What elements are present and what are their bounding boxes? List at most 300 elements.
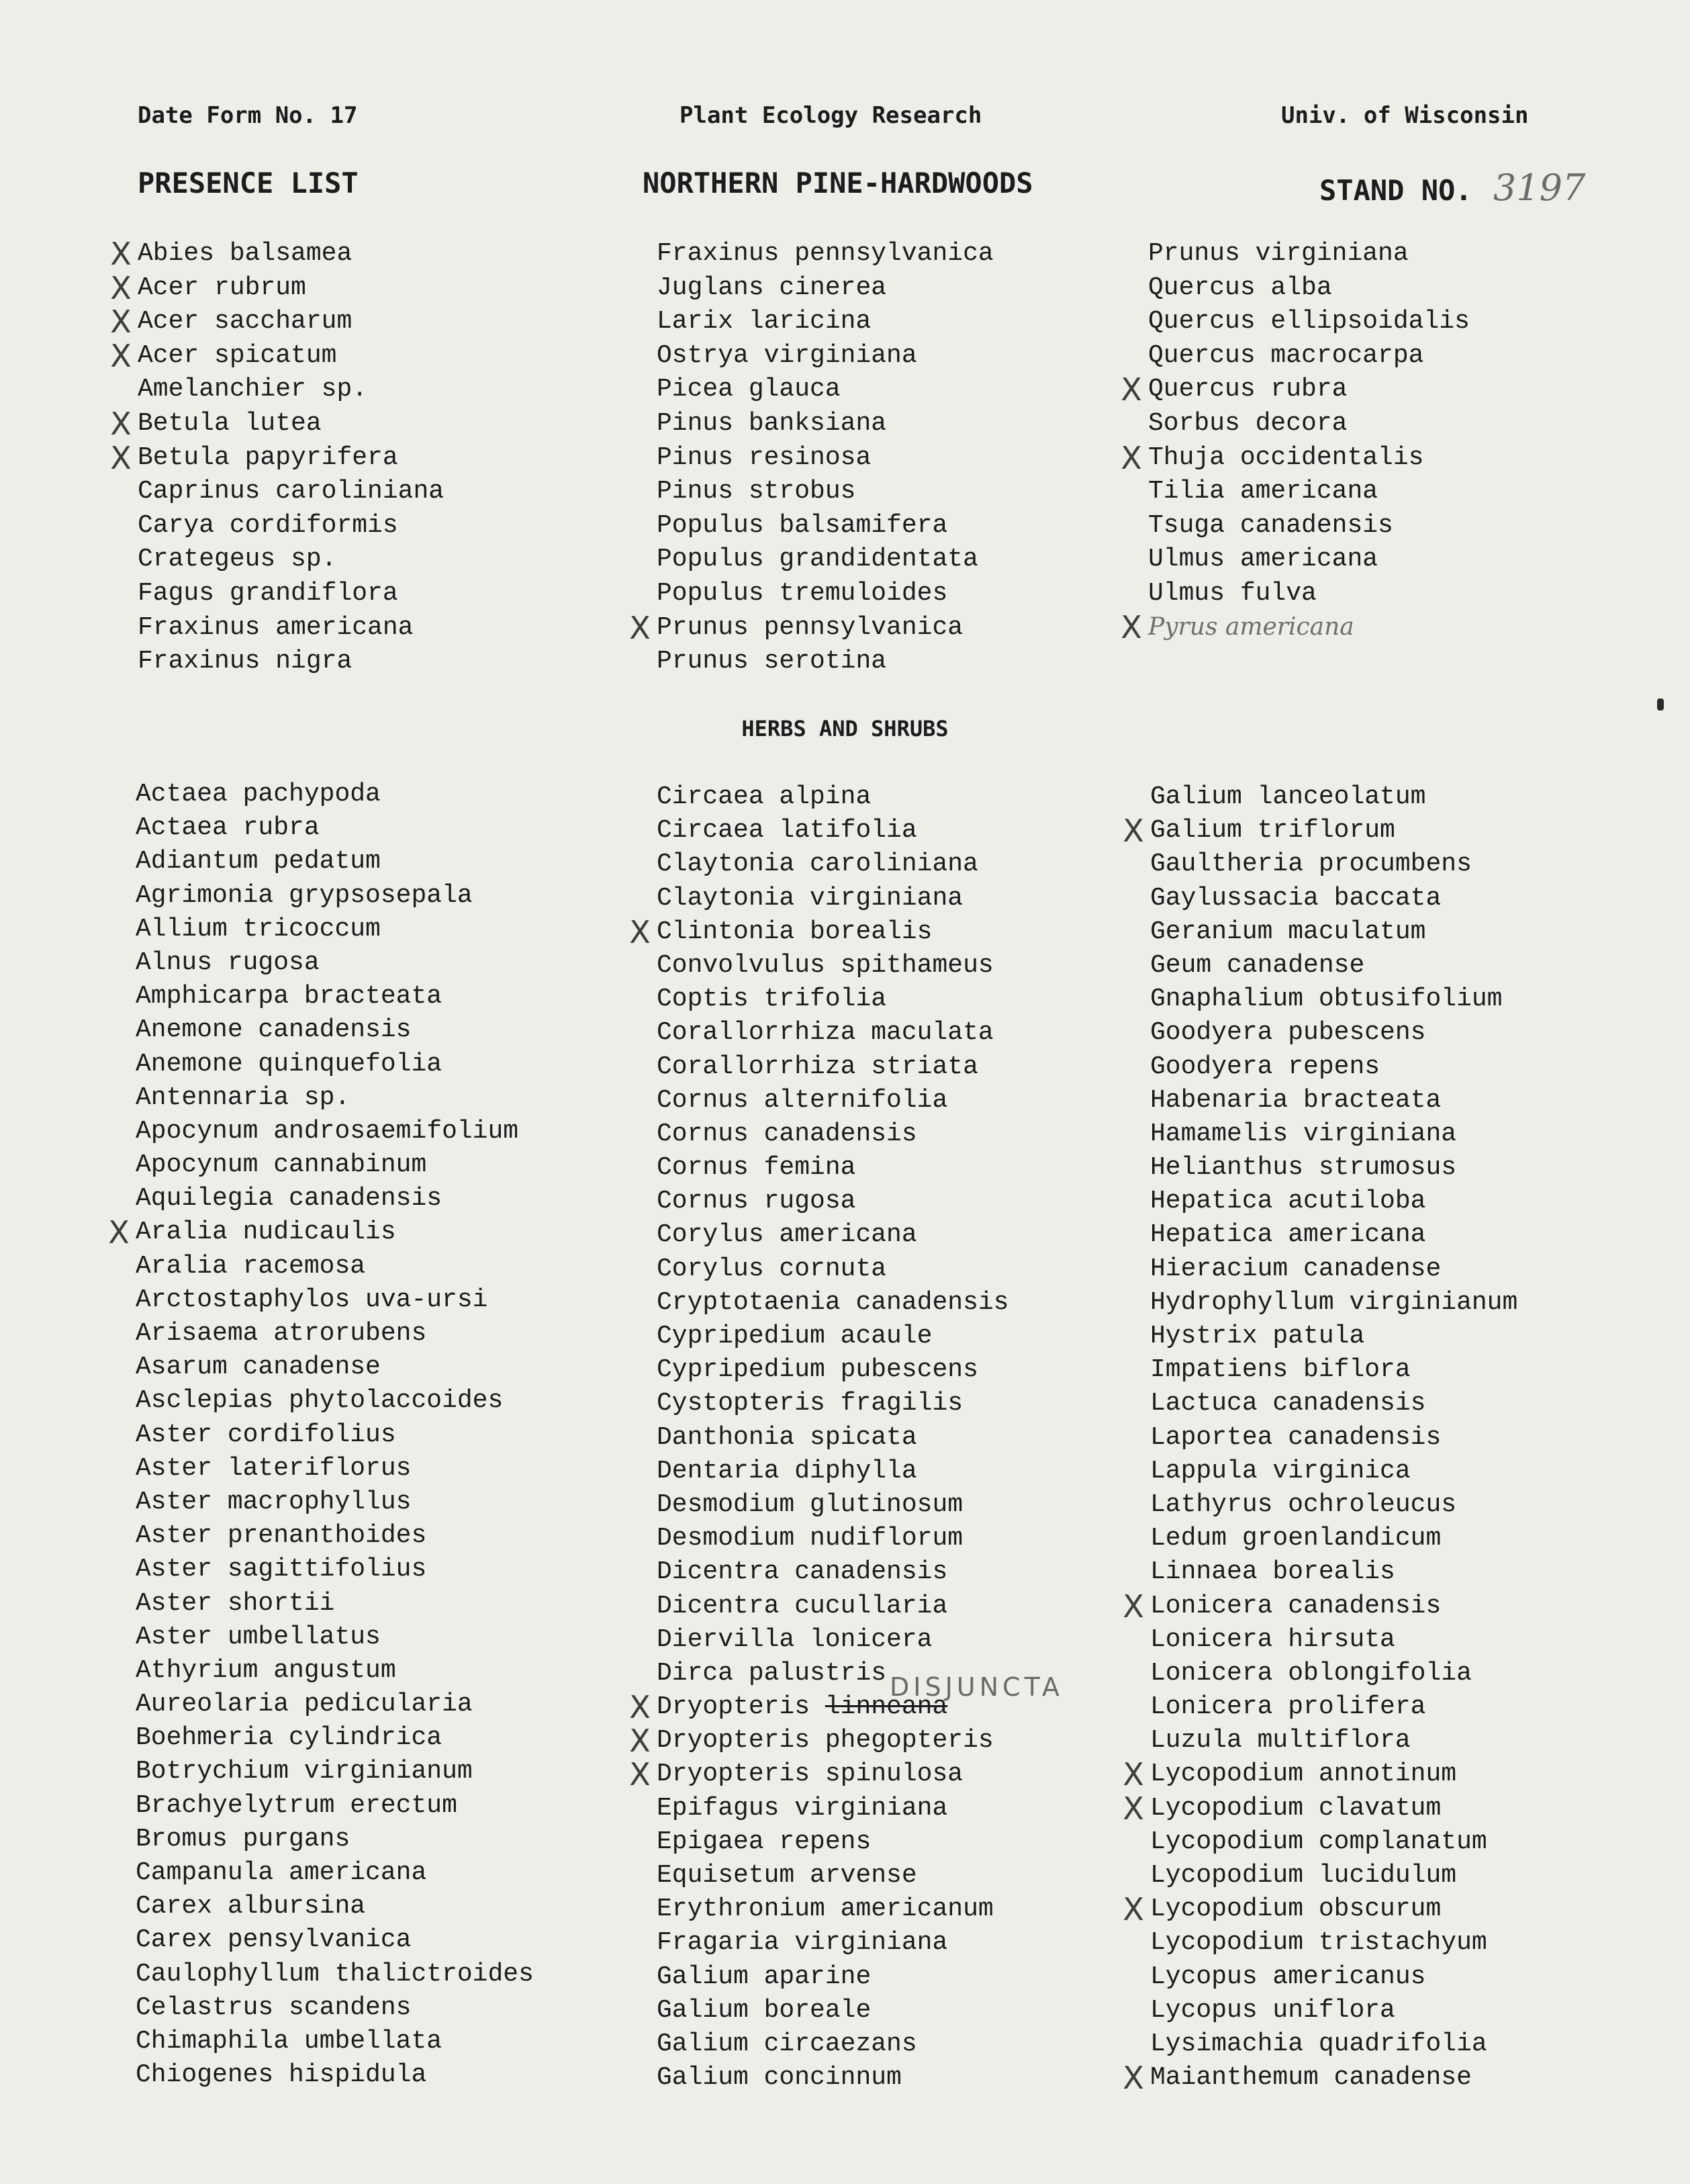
species-list-item [1121, 439, 1470, 476]
species-name: Galium triflorum [1150, 816, 1395, 846]
species-list-item [657, 1218, 1009, 1252]
species-list-item [657, 373, 994, 407]
species-name: Sorbus decora [1148, 408, 1348, 438]
species-name: Botrychium virginianum [136, 1757, 473, 1786]
species-list-item [629, 609, 994, 646]
check-mark: X [1123, 1588, 1144, 1625]
species-name: Campanula americana [136, 1858, 427, 1887]
species-name: Equisetum arvense [657, 1861, 917, 1890]
species-name: Helianthus strumosus [1150, 1153, 1457, 1183]
species-list-item [1150, 882, 1517, 915]
species-list-item [657, 780, 1009, 814]
species-name: Tsuga canadensis [1148, 510, 1393, 540]
check-mark: X [629, 1689, 651, 1726]
species-list-item [1150, 949, 1517, 983]
species-name: Diervilla lonicera [657, 1625, 933, 1654]
herbs-section-heading: HERBS AND SHRUBS [741, 716, 949, 741]
species-list-item [657, 882, 1009, 915]
species-list-item [657, 577, 994, 611]
species-name: Lycopodium obscurum [1150, 1895, 1442, 1924]
species-list-item [136, 913, 534, 946]
check-mark: X [1123, 1790, 1144, 1827]
species-name: Convolvulus spithameus [657, 950, 994, 980]
species-list-item [136, 1587, 534, 1621]
species-name: Anemone quinquefolia [136, 1049, 442, 1079]
species-list-item [110, 304, 444, 340]
species-name: Lycopodium tristachyum [1150, 1928, 1487, 1958]
species-list-item [1150, 1084, 1517, 1118]
species-name: Apocynum androsaemifolium [136, 1116, 519, 1146]
species-list-item [629, 1756, 1009, 1793]
species-list-item [657, 1825, 1009, 1859]
species-name: Dicentra canadensis [657, 1557, 948, 1587]
species-name: Dryopteris linneana [657, 1692, 948, 1722]
species-list-item [136, 1789, 534, 1823]
university-name: Univ. of Wisconsin [1281, 102, 1529, 129]
trees-column-1 [110, 236, 444, 679]
species-name: Hieracium canadense [1150, 1254, 1442, 1283]
species-name: Aquilegia canadensis [136, 1184, 442, 1214]
species-name: Amelanchier sp. [138, 375, 368, 404]
species-list-item [657, 1859, 1009, 1893]
species-list-item [138, 645, 444, 679]
check-mark: X [1123, 1756, 1144, 1793]
species-list-item [136, 1048, 534, 1081]
species-list-item [1150, 1657, 1517, 1690]
species-name: Aster sagittifolius [136, 1555, 427, 1584]
species-list-item [136, 1486, 534, 1519]
species-list-item [1150, 1455, 1517, 1488]
species-name: Quercus alba [1148, 273, 1332, 302]
check-mark: X [1121, 371, 1142, 408]
check-mark: X [110, 337, 132, 374]
species-list-item [1123, 1756, 1517, 1793]
check-mark: X [110, 405, 132, 442]
species-name: Linnaea borealis [1150, 1557, 1395, 1587]
species-name: Lonicera prolifera [1150, 1692, 1426, 1722]
species-name: Chiogenes hispidula [136, 2060, 427, 2090]
species-list-item [1150, 848, 1517, 881]
species-name: Prunus pennsylvanica [657, 612, 964, 642]
species-name: Corylus cornuta [657, 1254, 887, 1283]
species-name: Asarum canadense [136, 1353, 381, 1382]
species-name: Fraxinus americana [138, 612, 414, 642]
species-name: Populus grandidentata [657, 545, 978, 574]
species-list-item [1150, 1320, 1517, 1353]
check-mark: X [1123, 2060, 1144, 2097]
species-list-item [657, 1926, 1009, 1960]
check-mark: X [108, 1214, 130, 1251]
species-list-item [629, 913, 1009, 950]
species-name: Galium circaezans [657, 2029, 917, 2058]
species-name: Prunus serotina [657, 647, 887, 676]
species-list-item [657, 509, 994, 543]
species-list-item [1148, 577, 1470, 611]
species-name: Aralia racemosa [136, 1251, 366, 1281]
species-name: Dirca palustris [657, 1658, 887, 1688]
check-mark: X [110, 304, 132, 340]
paper-speck [1657, 698, 1664, 711]
species-list-item [657, 543, 994, 577]
species-name: Ulmus fulva [1148, 578, 1317, 608]
check-mark: X [1121, 439, 1142, 476]
species-list-item [657, 1016, 1009, 1050]
species-name: Ostrya virginiana [657, 340, 917, 370]
species-name: Gaylussacia baccata [1150, 883, 1442, 913]
trees-column-3 [1121, 237, 1470, 611]
species-list-item [1148, 237, 1470, 271]
species-name: Dryopteris spinulosa [657, 1760, 964, 1789]
species-name: Fagus grandiflora [138, 578, 398, 608]
check-mark: X [110, 269, 132, 306]
species-name: Lonicera hirsuta [1150, 1625, 1395, 1654]
species-name: Lycopodium complanatum [1150, 1827, 1487, 1856]
species-list-item [657, 1151, 1009, 1185]
species-list-item [1123, 2060, 1517, 2097]
species-list-item [138, 509, 444, 543]
species-list-item [1150, 983, 1517, 1016]
species-list-item [657, 475, 994, 509]
species-name: Cypripedium pubescens [657, 1355, 978, 1385]
species-name: Aureolaria pedicularia [136, 1690, 473, 1719]
species-list-item [1123, 1891, 1517, 1928]
species-list-item [1150, 1151, 1517, 1185]
species-name: Chimaphila umbellata [136, 2026, 442, 2056]
species-name: Prunus virginiana [1148, 239, 1409, 268]
species-name: Pinus banksiana [657, 408, 887, 438]
check-mark: X [1123, 813, 1144, 850]
species-name: Aster cordifolius [136, 1420, 396, 1449]
species-list-item [657, 1792, 1009, 1825]
species-name: Betula papyrifera [138, 443, 398, 472]
species-list-item [136, 1250, 534, 1283]
species-name: Cornus femina [657, 1153, 856, 1183]
handwritten-annotation: DISJUNCTA [890, 1672, 1064, 1702]
species-list-item [136, 1182, 534, 1216]
species-name: Adiantum pedatum [136, 847, 381, 876]
species-name: Asclepias phytolaccoides [136, 1386, 504, 1416]
species-name: Lactuca canadensis [1150, 1389, 1426, 1418]
species-list-item [657, 441, 994, 475]
species-list-item [110, 405, 444, 442]
species-name: Aster umbellatus [136, 1622, 381, 1651]
species-list-item [1150, 1522, 1517, 1555]
species-name: Thuja occidentalis [1148, 443, 1424, 472]
stand-number-handwritten: 3197 [1493, 167, 1586, 209]
species-name: Actaea pachypoda [136, 780, 381, 809]
species-list-item [136, 1856, 534, 1890]
species-name: Lathyrus ochroleucus [1150, 1490, 1457, 1519]
form-number: Date Form No. 17 [138, 102, 358, 129]
species-list-item [138, 475, 444, 509]
species-name: Lycopodium lucidulum [1150, 1861, 1457, 1890]
species-name: Galium aparine [657, 1962, 872, 1991]
species-name: Acer rubrum [138, 273, 306, 302]
species-name: Cystopteris fragilis [657, 1389, 964, 1418]
species-list-item [136, 811, 534, 845]
species-name: Lysimachia quadrifolia [1150, 2029, 1487, 2058]
species-name: Lycopodium clavatum [1150, 1793, 1442, 1823]
species-list-item [1123, 1790, 1517, 1827]
species-list-item [136, 1688, 534, 1721]
species-name: Boehmeria cylindrica [136, 1723, 442, 1753]
species-name: Geum canadense [1150, 950, 1365, 980]
species-name: Corylus americana [657, 1220, 917, 1250]
species-list-item [1150, 1724, 1517, 1758]
species-name: Agrimonia grypsosepala [136, 880, 473, 910]
species-name: Aster lateriflorus [136, 1453, 412, 1483]
species-list-item [136, 1991, 534, 2025]
species-list-item [657, 1050, 1009, 1084]
species-list-item [136, 1351, 534, 1384]
species-list-item [1150, 1218, 1517, 1252]
species-list-item [1150, 1118, 1517, 1151]
species-name: Anemone canadensis [136, 1015, 412, 1045]
species-name: Hydrophyllum virginianum [1150, 1287, 1518, 1317]
species-name: Hamamelis virginiana [1150, 1119, 1457, 1148]
species-name: Cornus canadensis [657, 1119, 917, 1148]
species-name: Hystrix patula [1150, 1322, 1365, 1351]
species-name: Acer saccharum [138, 307, 353, 336]
species-list-item [110, 439, 444, 476]
species-list-item [657, 2061, 1009, 2095]
species-name: Antennaria sp. [136, 1083, 350, 1112]
species-list-item [1150, 1253, 1517, 1286]
trees-column-2 [629, 237, 994, 679]
species-list-item [629, 1723, 1009, 1760]
species-name: Gaultheria procumbens [1150, 850, 1472, 879]
species-name: Ledum groenlandicum [1150, 1524, 1442, 1553]
species-name: Dryopteris phegopteris [657, 1726, 994, 1756]
herbs-column-1 [108, 778, 534, 2092]
stand-label: STAND NO. [1319, 174, 1472, 207]
species-list-item [1148, 475, 1470, 509]
species-list-item [1150, 1050, 1517, 1084]
species-list-item [657, 1387, 1009, 1420]
species-list-item [657, 1488, 1009, 1522]
species-list-item [657, 1353, 1009, 1387]
species-list-item [136, 1013, 534, 1047]
check-mark: X [1121, 609, 1142, 645]
species-list-item [1148, 271, 1470, 306]
species-name: Celastrus scandens [136, 1993, 412, 2022]
species-list-item [657, 983, 1009, 1016]
species-list-item [1150, 1387, 1517, 1420]
species-name: Quercus macrocarpa [1148, 340, 1424, 370]
check-mark: X [629, 609, 651, 646]
species-list-item [657, 1455, 1009, 1488]
species-name: Galium concinnum [657, 2063, 902, 2093]
check-mark: X [110, 439, 132, 476]
species-name: Actaea rubra [136, 813, 320, 843]
species-list-item [136, 1553, 534, 1586]
species-list-item [136, 946, 534, 980]
species-list-item [136, 1923, 534, 1957]
species-name: Impatiens biflora [1150, 1355, 1411, 1385]
handwritten-species-name: Pyrus americana [1148, 613, 1354, 641]
species-name: Caulophyllum thalictroides [136, 1959, 534, 1989]
herbs-column-2 [629, 780, 1009, 2095]
species-name: Picea glauca [657, 375, 841, 404]
species-list-item [1148, 339, 1470, 373]
species-name: Athyrium angustum [136, 1655, 396, 1685]
species-list-item [1123, 1588, 1517, 1625]
species-list-item [657, 814, 1009, 848]
species-list-item [136, 1148, 534, 1182]
species-name: Erythronium americanum [657, 1895, 994, 1924]
species-list-item [657, 1320, 1009, 1353]
species-name: Acer spicatum [138, 340, 337, 370]
species-list-item [1150, 2028, 1517, 2061]
species-name: Desmodium glutinosum [657, 1490, 964, 1519]
species-name: Desmodium nudiflorum [657, 1524, 964, 1553]
species-name: Cypripedium acaule [657, 1322, 933, 1351]
species-list-item [657, 1185, 1009, 1218]
species-name: Quercus ellipsoidalis [1148, 307, 1470, 336]
species-name: Aralia nudicaulis [136, 1218, 396, 1247]
check-mark: X [1123, 1891, 1144, 1928]
species-list-item [136, 980, 534, 1013]
species-name: Fraxinus pennsylvanica [657, 239, 994, 268]
species-name: Hepatica americana [1150, 1220, 1426, 1250]
species-list-item [1150, 1960, 1517, 1994]
species-name: Betula lutea [138, 408, 322, 438]
species-name: Lappula virginica [1150, 1456, 1411, 1486]
species-name: Geranium maculatum [1150, 917, 1426, 946]
species-list-item [138, 543, 444, 577]
species-name: Ulmus americana [1148, 545, 1378, 574]
species-name: Corallorrhiza maculata [657, 1018, 994, 1048]
species-list-item [1150, 1926, 1517, 1960]
species-name: Epifagus virginiana [657, 1793, 948, 1823]
species-list-item [136, 845, 534, 878]
species-name: Populus tremuloides [657, 578, 948, 608]
species-list-item [1150, 1353, 1517, 1387]
species-list-item [657, 1555, 1009, 1589]
species-list-item [1150, 1555, 1517, 1589]
species-name: Hepatica acutiloba [1150, 1187, 1426, 1216]
species-list-item [136, 1384, 534, 1418]
species-list-item [138, 611, 444, 645]
species-name: Danthonia spicata [657, 1422, 917, 1452]
species-name: Lycopodium annotinum [1150, 1760, 1457, 1789]
stand-number-field [1319, 167, 1585, 209]
species-name: Arisaema atrorubens [136, 1319, 427, 1348]
species-name: Populus balsamifera [657, 510, 948, 540]
species-name: Allium tricoccum [136, 914, 381, 944]
species-name: Bromus purgans [136, 1824, 350, 1854]
species-list-item [657, 407, 994, 441]
species-name: Galium lanceolatum [1150, 782, 1426, 811]
species-list-item [108, 1214, 534, 1251]
species-list-item [138, 577, 444, 611]
species-list-item [1150, 1185, 1517, 1218]
check-mark: X [629, 913, 651, 950]
species-list-item [1150, 1421, 1517, 1455]
species-name: Tilia americana [1148, 477, 1378, 506]
species-list-item [657, 1893, 1009, 1926]
species-list-item [657, 305, 994, 339]
species-list-item [136, 1890, 534, 1923]
species-name: Coptis trifolia [657, 985, 887, 1014]
species-list-item [657, 2028, 1009, 2061]
species-list-item [1150, 1825, 1517, 1859]
species-list-item [657, 848, 1009, 881]
species-list-item [136, 1115, 534, 1148]
species-list-item [136, 1721, 534, 1755]
species-list-item [657, 1522, 1009, 1555]
species-list-item [136, 1283, 534, 1317]
organization-name: Plant Ecology Research [679, 102, 982, 129]
species-name: Goodyera pubescens [1150, 1018, 1426, 1048]
species-name: Lonicera canadensis [1150, 1591, 1442, 1621]
species-list-item [136, 1452, 534, 1486]
species-list-item [1150, 780, 1517, 814]
check-mark: X [110, 236, 132, 272]
species-name: Aster shortii [136, 1588, 335, 1618]
species-list-item [1150, 915, 1517, 949]
community-title: NORTHERN PINE-HARDWOODS [643, 167, 1033, 199]
species-name: Abies balsamea [138, 239, 353, 268]
species-name: Claytonia caroliniana [657, 850, 978, 879]
species-list-item [657, 1286, 1009, 1320]
species-list-item [657, 1118, 1009, 1151]
species-list-item [136, 1654, 534, 1688]
species-name: Gnaphalium obtusifolium [1150, 985, 1503, 1014]
species-list-item [1150, 1286, 1517, 1320]
species-list-item [110, 269, 444, 306]
species-name: Dicentra cucullaria [657, 1591, 948, 1621]
species-list-item [657, 1960, 1009, 1994]
species-list-item [136, 1519, 534, 1553]
species-name: Lonicera oblongifolia [1150, 1658, 1472, 1688]
species-name: Cryptotaenia canadensis [657, 1287, 1009, 1317]
species-list-item [657, 237, 994, 271]
species-list-item [1150, 1488, 1517, 1522]
species-list-item [136, 778, 534, 811]
species-list-item [136, 2025, 534, 2058]
species-name: Pinus strobus [657, 477, 856, 506]
handwritten-species-entry [1121, 609, 1354, 645]
species-list-item [657, 645, 994, 679]
check-mark: X [629, 1723, 651, 1760]
species-list-item [657, 1623, 1009, 1657]
species-name: Dentaria diphylla [657, 1456, 917, 1486]
species-name: Fragaria virginiana [657, 1928, 948, 1958]
species-list-item [1148, 543, 1470, 577]
species-list-item [1123, 813, 1517, 850]
species-list-item [657, 1084, 1009, 1118]
species-list-item [136, 1958, 534, 1991]
species-name: Apocynum cannabinum [136, 1150, 427, 1180]
species-list-item [1150, 1623, 1517, 1657]
species-name: Crategeus sp. [138, 545, 337, 574]
species-list-item [657, 1421, 1009, 1455]
species-list-item [1148, 305, 1470, 339]
species-name: Carya cordiformis [138, 510, 398, 540]
species-name: Aster prenanthoides [136, 1521, 427, 1551]
species-name: Cornus rugosa [657, 1187, 856, 1216]
species-name: Circaea alpina [657, 782, 872, 811]
species-name: Pinus resinosa [657, 443, 872, 472]
species-name: Larix laricina [657, 307, 872, 336]
species-name: Circaea latifolia [657, 816, 917, 846]
species-name: Fraxinus nigra [138, 647, 353, 676]
species-name: Maianthemum canadense [1150, 2063, 1472, 2093]
species-list-item [1148, 407, 1470, 441]
species-name: Aster macrophyllus [136, 1487, 412, 1516]
species-name: Juglans cinerea [657, 273, 887, 302]
